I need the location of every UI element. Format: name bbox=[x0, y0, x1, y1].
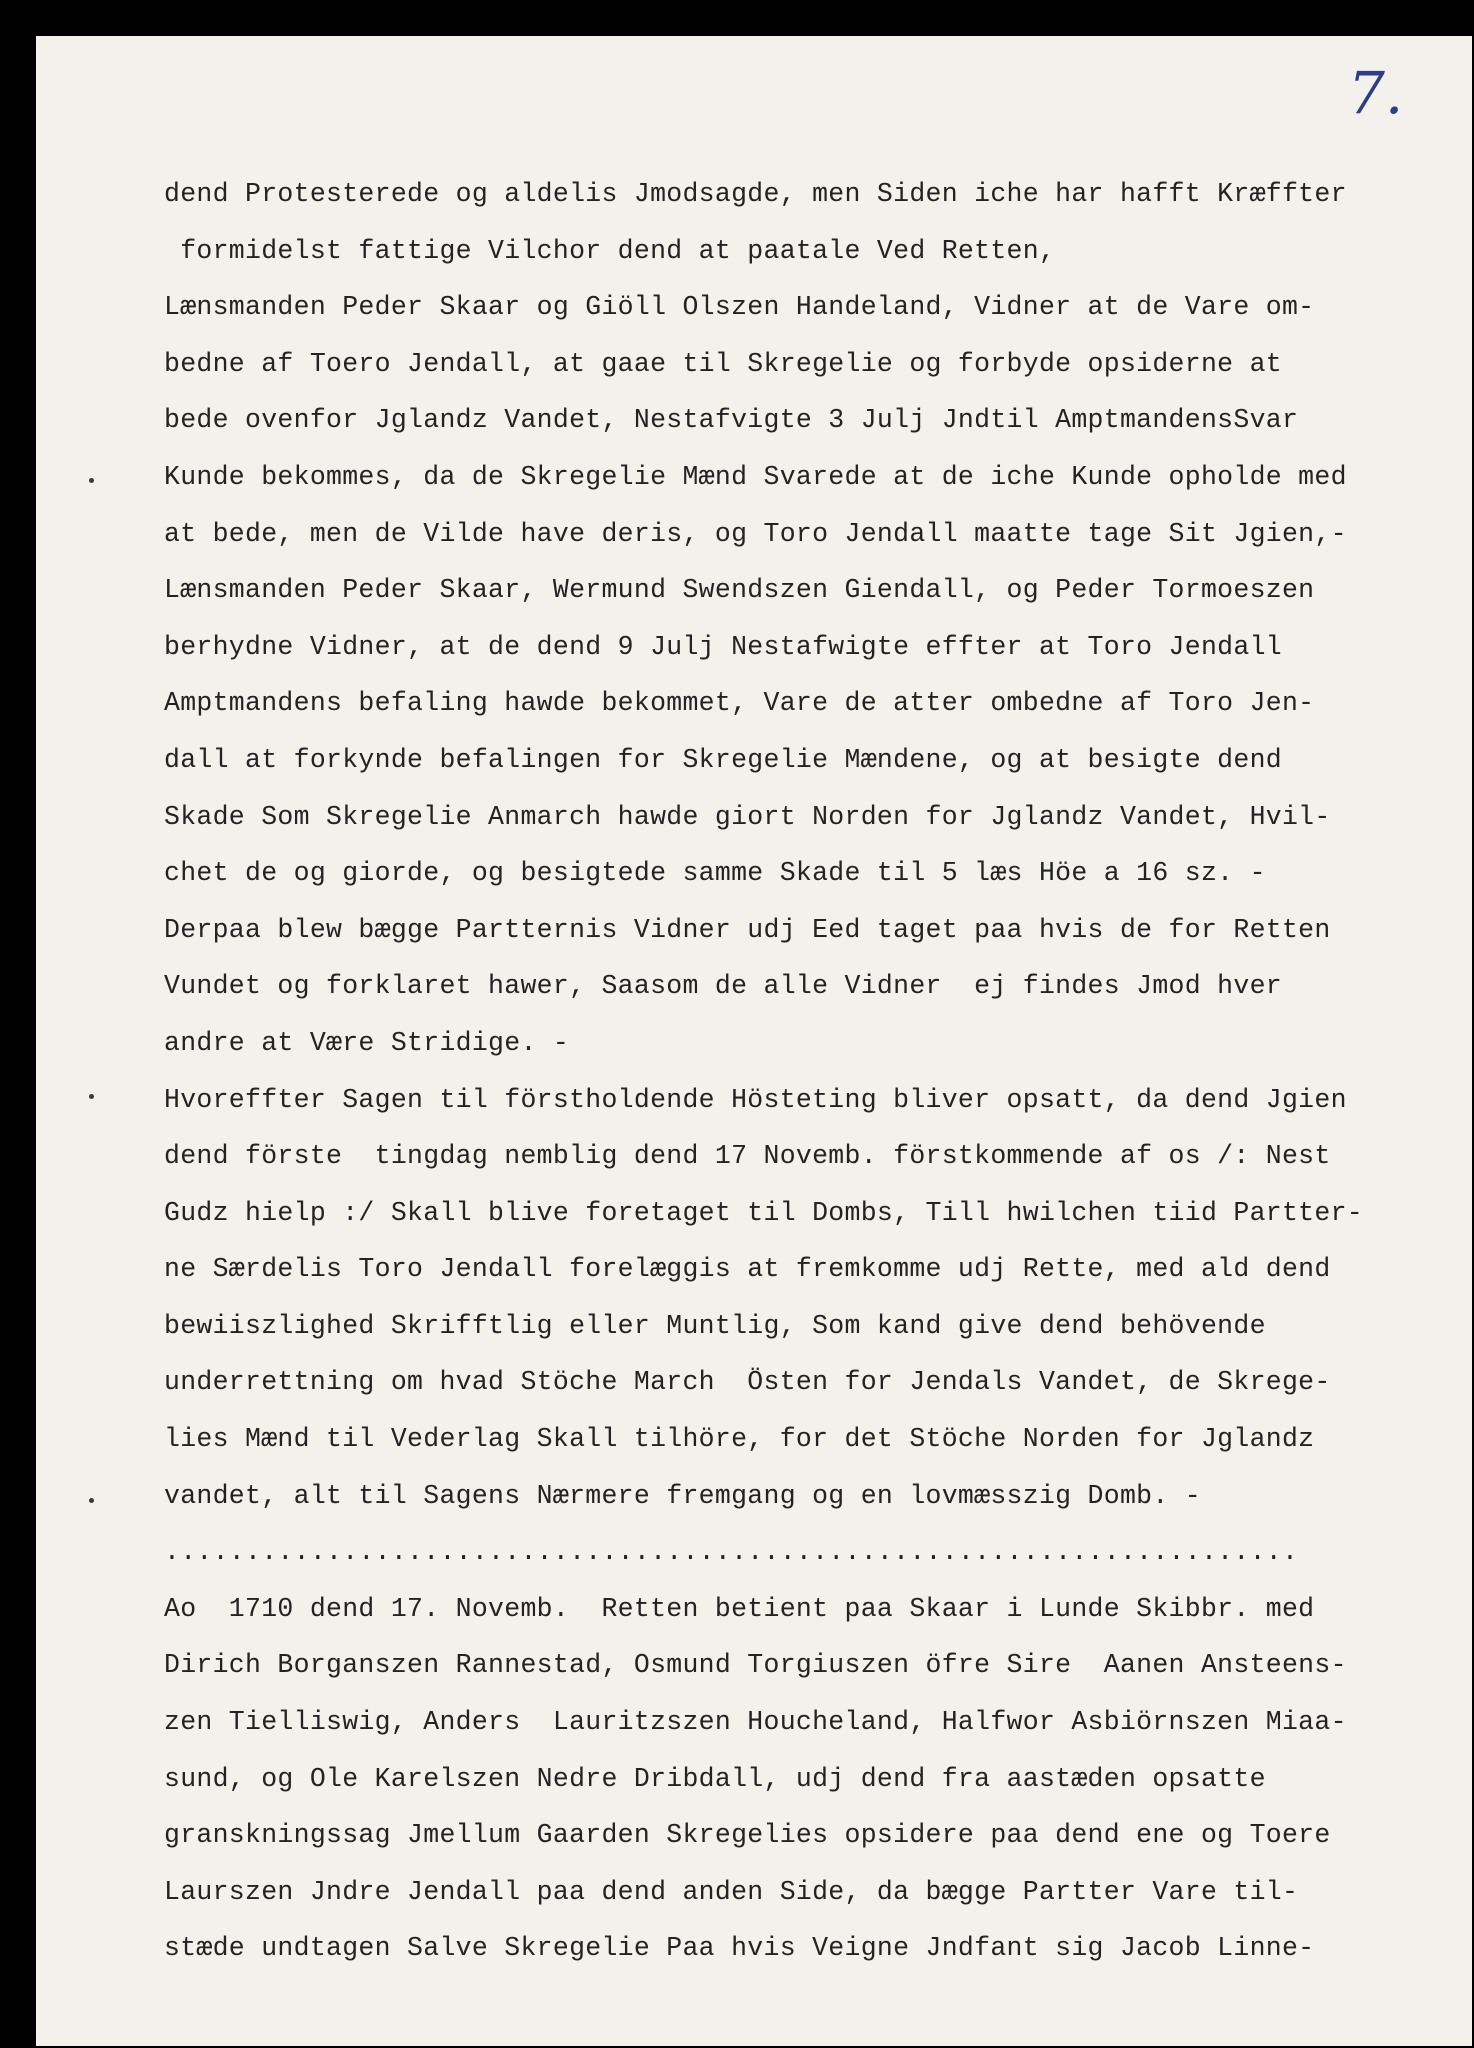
text-line: dend Protesterede og aldelis Jmodsagde, men Siden iche har hafft Kræffter bbox=[164, 179, 1347, 209]
text-line: Kunde bekommes, da de Skregelie Mænd Svarede at de iche Kunde opholde med bbox=[164, 461, 1347, 492]
margin-mark bbox=[89, 1094, 94, 1099]
text-line: andre at Være Stridige. - bbox=[164, 1027, 570, 1058]
text-line: sund, og Ole Karelszen Nedre Dribdall, udj dend fra aastæden opsatte bbox=[164, 1763, 1266, 1794]
text-line: Lænsmanden Peder Skaar og Giöll Olszen Handeland, Vidner at de Vare om- bbox=[164, 292, 1315, 323]
document-text bbox=[164, 166, 1454, 1977]
margin-mark bbox=[89, 1498, 94, 1503]
text-line: bede ovenfor Jglandz Vandet, Nestafvigte 3 Julj Jndtil AmptmandensSvar bbox=[164, 405, 1299, 436]
text-line: bedne af Toero Jendall, at gaae til Skregelie og forbyde opsiderne at bbox=[164, 348, 1282, 379]
text-line: Lænsmanden Peder Skaar, Wermund Swendszen Giendall, og Peder Tormoeszen bbox=[164, 575, 1315, 606]
text-line: Amptmandens befaling hawde bekommet, Vare de atter ombedne af Toro Jen- bbox=[164, 688, 1315, 719]
text-line: granskningssag Jmellum Gaarden Skregelies opsidere paa dend ene og Toere bbox=[164, 1820, 1331, 1851]
text-line: underrettning om hvad Stöche March Östen for Jendals Vandet, de Skrege- bbox=[164, 1367, 1331, 1398]
text-line: bewiiszlighed Skrifftlig eller Muntlig, Som kand give dend behövende bbox=[164, 1310, 1266, 1341]
document-page bbox=[36, 36, 1472, 2046]
separator-dots: ...................................................................... bbox=[164, 1537, 1299, 1568]
text-line: Ao 1710 dend 17. Novemb. Retten betient paa Skaar i Lunde Skibbr. med bbox=[164, 1593, 1315, 1624]
text-line: vandet, alt til Sagens Nærmere fremgang og en lovmæsszig Domb. - bbox=[164, 1480, 1201, 1511]
text-line: ne Særdelis Toro Jendall forelæggis at fremkomme udj Rette, med ald dend bbox=[164, 1254, 1331, 1285]
margin-mark bbox=[89, 478, 94, 483]
text-line: Derpaa blew bægge Partternis Vidner udj Eed taget paa hvis de for Retten bbox=[164, 914, 1331, 945]
text-line: formidelst fattige Vilchor dend at paatale Ved Retten, bbox=[164, 235, 1056, 266]
text-line: Gudz hielp :/ Skall blive foretaget til Dombs, Till hwilchen tiid Partter- bbox=[164, 1197, 1363, 1228]
text-line: stæde undtagen Salve Skregelie Paa hvis Veigne Jndfant sig Jacob Linne- bbox=[164, 1933, 1315, 1964]
text-line: at bede, men de Vilde have deris, og Toro Jendall maatte tage Sit Jgien,- bbox=[164, 518, 1347, 549]
text-line: Laurszen Jndre Jendall paa dend anden Side, da bægge Partter Vare til- bbox=[164, 1876, 1299, 1907]
text-line: Vundet og forklaret hawer, Saasom de alle Vidner ej findes Jmod hver bbox=[164, 971, 1282, 1002]
text-line: dall at forkynde befalingen for Skregelie Mændene, og at besigte dend bbox=[164, 744, 1282, 775]
text-line: Hvoreffter Sagen til förstholdende Hösteting bliver opsatt, da dend Jgien bbox=[164, 1084, 1347, 1115]
text-line: Skade Som Skregelie Anmarch hawde giort Norden for Jglandz Vandet, Hvil- bbox=[164, 801, 1331, 832]
text-line: lies Mænd til Vederlag Skall tilhöre, for det Stöche Norden for Jglandz bbox=[164, 1424, 1315, 1455]
text-line: berhydne Vidner, at de dend 9 Julj Nestafwigte effter at Toro Jendall bbox=[164, 631, 1282, 662]
text-line: dend förste tingdag nemblig dend 17 Novemb. förstkommende af os /: Nest bbox=[164, 1141, 1331, 1172]
text-line: Dirich Borganszen Rannestad, Osmund Torgiuszen öfre Sire Aanen Ansteens- bbox=[164, 1650, 1347, 1681]
page-number: 7. bbox=[1348, 59, 1404, 127]
text-line: chet de og giorde, og besigtede samme Skade til 5 læs Höe a 16 sz. - bbox=[164, 858, 1266, 889]
text-line: zen Tielliswig, Anders Lauritzszen Houcheland, Halfwor Asbiörnszen Miaa- bbox=[164, 1707, 1347, 1738]
